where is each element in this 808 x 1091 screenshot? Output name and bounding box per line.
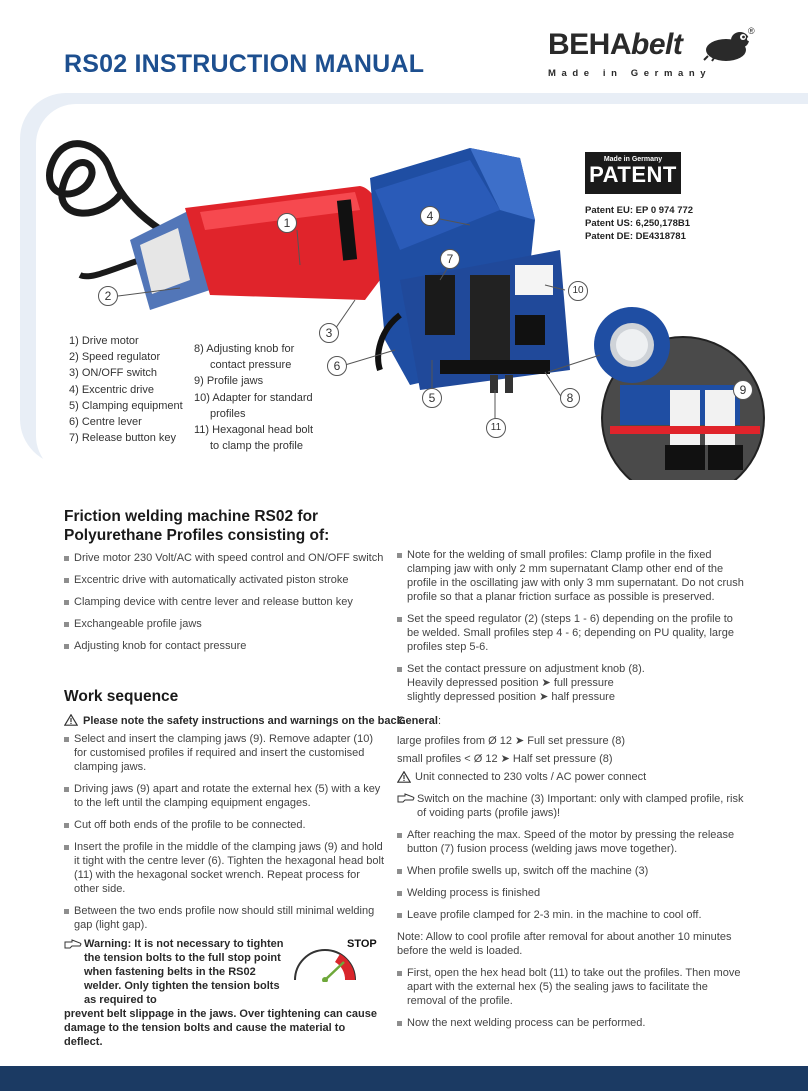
list-item: Clamping device with centre lever and release button key <box>64 595 394 609</box>
legend-item: 6) Centre lever <box>69 416 142 429</box>
unit-power-note: Unit connected to 230 volts / AC power connect <box>397 770 747 784</box>
stop-label: STOP <box>347 938 377 950</box>
tightening-warning: Warning: It is not necessary to tighten the tension bolts to the full stop point when fastening belts in the RS02 welder. Only tighten the tension bolts as required to prevent belt slippage in the jaws. Over tightening can cause damage to the tension bolts and cause the material to deflect. <box>64 938 377 1048</box>
switch-on-note: Switch on the machine (3) Important: only with clamped profile, risk of voiding parts (profile jaws)! <box>397 792 747 820</box>
callout-1: 1 <box>277 213 297 233</box>
legend-item: 5) Clamping equipment <box>69 399 183 412</box>
logo-wordmark: BEHAbelt <box>548 28 683 61</box>
list-item: Excentric drive with automatically activated piston stroke <box>64 573 394 587</box>
list-item: Cut off both ends of the profile to be connected. <box>64 818 386 832</box>
callout-9: 9 <box>733 380 753 400</box>
legend-item: 4) Excentric drive <box>69 383 154 396</box>
small-profiles-line: small profiles < Ø 12 ➤ Half set pressure (8) <box>397 753 613 765</box>
pointing-hand-icon <box>397 793 415 803</box>
logo-tagline: Made in Germany <box>548 68 712 79</box>
logo-registered-mark: ® <box>748 26 755 36</box>
callout-8: 8 <box>560 388 580 408</box>
list-item: Leave profile clamped for 2-3 min. in the machine to cool off. <box>397 908 747 922</box>
callout-11: 11 <box>486 418 506 438</box>
callout-3: 3 <box>319 323 339 343</box>
list-item: After reaching the max. Speed of the motor by pressing the release button (7) fusion process (welding jaws move together). <box>397 828 747 856</box>
mole-mascot-icon <box>700 26 752 62</box>
legend-item: 9) Profile jaws <box>194 375 264 388</box>
callout-10: 10 <box>568 281 588 301</box>
page-title: RS02 INSTRUCTION MANUAL <box>64 50 425 78</box>
parts-legend-right <box>194 341 322 454</box>
legend-item: 1) Drive motor <box>69 335 139 347</box>
patent-badge: Made in Germany PATENT <box>585 152 681 194</box>
list-item: Insert the profile in the middle of the clamping jaws (9) and hold it tight with the centre lever (6). Tighten the hexagonal head bolt (11) with the hexagonal socket wrench. Repeat process for other side. <box>64 840 386 896</box>
intro-list <box>64 551 394 661</box>
callout-2: 2 <box>98 286 118 306</box>
parts-legend-left <box>69 333 183 446</box>
general-label: General: <box>397 715 442 727</box>
warning-triangle-icon <box>397 771 411 783</box>
intro-heading: Friction welding machine RS02 for Polyurethane Profiles consisting of: <box>64 508 330 544</box>
callout-7: 7 <box>440 249 460 269</box>
list-item: Note for the welding of small profiles: Clamp profile in the fixed clamping jaw with only 2 mm supernatant Clamp other end of the profile in the oscillating jaw with only 3 mm supernatant. Do not crush profile so that a planar friction surface as possible is preserved. <box>397 548 747 604</box>
callout-4: 4 <box>420 206 440 226</box>
warning-triangle-icon <box>64 714 78 726</box>
brand-logo <box>548 24 758 84</box>
list-item: Exchangeable profile jaws <box>64 617 394 631</box>
work-steps <box>64 732 386 940</box>
callout-6: 6 <box>327 356 347 376</box>
safety-note: Please note the safety instructions and warnings on the back. <box>64 714 406 727</box>
legend-item: 11) Hexagonal head bolt to clamp the profile <box>194 424 314 453</box>
list-item: Drive motor 230 Volt/AC with speed control and ON/OFF switch <box>64 551 394 565</box>
list-item: Driving jaws (9) apart and rotate the external hex (5) with a key to the left until the clamping equipment engages. <box>64 782 386 810</box>
list-item: Now the next welding process can be performed. <box>397 1016 747 1030</box>
legend-item: 2) Speed regulator <box>69 351 161 364</box>
list-item: Adjusting knob for contact pressure <box>64 639 394 653</box>
list-item: Set the speed regulator (2) (steps 1 - 6) depending on the profile to be welded. Small profiles step 4 - 6; depending on PU quality, large profiles step 5-6. <box>397 612 747 654</box>
list-item: When profile swells up, switch off the machine (3) <box>397 864 747 878</box>
footer-bar <box>0 1066 808 1091</box>
list-item: Select and insert the clamping jaws (9). Remove adapter (10) for customised profiles if required and insert the customised clamping jaws. <box>64 732 386 774</box>
list-item: Between the two ends profile now should still minimal welding gap (light gap). <box>64 904 386 932</box>
work-sequence-heading: Work sequence <box>64 688 179 705</box>
legend-item: 3) ON/OFF switch <box>69 367 158 380</box>
large-profiles-line: large profiles from Ø 12 ➤ Full set pressure (8) <box>397 735 626 747</box>
pointing-hand-icon <box>64 939 82 949</box>
list-item: Welding process is finished <box>397 886 747 900</box>
list-item: Set the contact pressure on adjustment knob (8). Heavily depressed position ➤ full pressure slightly depressed position ➤ half pressure <box>397 662 747 704</box>
callout-5: 5 <box>422 388 442 408</box>
legend-item: 10) Adapter for standard profiles <box>194 391 313 420</box>
legend-item: 7) Release button key <box>69 432 177 445</box>
patent-numbers: Patent EU: EP 0 974 772 Patent US: 6,250,178B1 Patent DE: DE4318781 <box>585 205 694 242</box>
list-item: First, open the hex head bolt (11) to take out the profiles. Then move apart with the external hex (5) the sealing jaws to facilitate the removal of the profile. <box>397 966 747 1008</box>
procedure-right-column <box>397 548 747 1038</box>
torque-gauge-icon <box>290 946 360 982</box>
legend-item: 8) Adjusting knob for contact pressure <box>194 343 295 372</box>
cool-note: Note: Allow to cool profile after removal for about another 10 minutes before the weld is loaded. <box>397 931 732 957</box>
